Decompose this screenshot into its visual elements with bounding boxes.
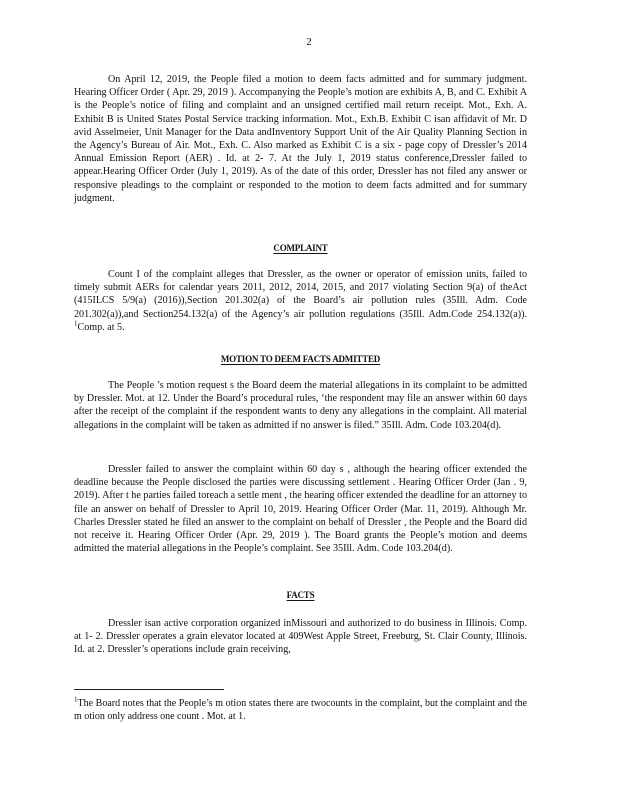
paragraph-complaint-citation: Comp. at 5. (77, 321, 125, 333)
heading-motion-to-deem-facts-admitted (74, 353, 527, 366)
footnote-divider (74, 689, 224, 690)
paragraph-complaint (74, 268, 527, 334)
paragraph-failure-to-answer: Dressler failed to answer the complaint within 60 day s , although the hearing officer extended the deadline because the People disclosed the parties were discussing settlement . Hearing Officer Order (Jan . 9, 2019). After t he parties failed toreach a settle ment , the hearing officer extended the deadline for an attorney to file an answer on behalf of Dressler to April 10, 2019. Hearing Officer Order (Mar. 11, 2019). Although Mr. Charles Dressler stated he filed an answer to the complaint on behalf of Dressler , the People and the Board did not receive it. Hearing Officer Order (Apr. 29, 2019 ). The Board grants the People’s motion and deems admitted the material allegations in the People’s complaint. See 35Ill. Adm. Code 103.204(d). (74, 464, 527, 555)
footnote-marker: 1 (74, 695, 78, 704)
footnote (74, 697, 527, 723)
paragraph-motion: The People ’s motion request s the Board deem the material allegations in its complaint to be admitted by Dressler. Mot. at 12. Under the Board’s procedural rules, ‘the respondent may file an answer within 60 days after the receipt of the complaint if the respondent wants to deny any allegations in the complaint. All material allegations in the complaint will be taken as admitted if no answer is filed.” 35Ill. Adm. Code 103.204(d). (74, 380, 527, 431)
heading-complaint-text: COMPLAINT (273, 243, 328, 253)
heading-motion-text: MOTION TO DEEM FACTS ADMITTED (220, 354, 381, 364)
paragraph-complaint-text: Count I of the complaint alleges that Dressler, as the owner or operator of emission units, failed to timely submit AERs for calendar years 2011, 2012, 2014, 2015, and 2017 violating Section 9(a) of theAct (415ILCS 5/9(a) (2016)),Section 201.302(a) of the Board’s air pollution rules (35Ill. Adm. Code 201.302(a)),and Section254.132(a) of the Agency’s air pollution regulations (35Ill. Adm.Code 254.132(a)). (74, 269, 527, 320)
paragraph-facts: Dressler isan active corporation organized inMissouri and authorized to do business in Illinois. Comp. at 1- 2. Dressler operates a grain elevator located at 409West Apple Street, Freeburg, St. Clair County, Illinois. Id. at 2. Dressler’s operations include grain receiving, (74, 618, 527, 656)
heading-facts (74, 589, 527, 602)
paragraph-procedural-history: On April 12, 2019, the People filed a motion to deem facts admitted and for summary judgment. Hearing Officer Order ( Apr. 29, 2019 ). Accompanying the People’s motion are exhibits A, B, and C. Exhibit A is the People’s notice of filing and complaint and an unsigned certified mail return receipt. Mot., Exh. A. Exhibit B is United States Postal Service tracking information. Mot., Exh.B. Exhibit C isan affidavit of Mr. D avid Asselmeier, Unit Manager for the Data andInventory Support Unit of the Air Quality Planning Section in the Agency’s Bureau of Air. Mot., Exh. C. Also marked as Exhibit C is a six - page copy of Dressler’s 2014 Annual Emission Report (AER) . Id. at 2- 7. At the July 1, 2019 status conference,Dressler failed to appear.Hearing Officer Order (July 1, 2019). As of the date of this order, Dressler has not filed any answer or responsive pleadings to the complaint or responded to the motion to deem facts admitted and for summary judgment. (74, 74, 527, 204)
heading-complaint (74, 242, 527, 255)
heading-facts-text: FACTS (286, 590, 315, 600)
footnote-reference: 1 (74, 319, 78, 328)
footnote-text: The Board notes that the People’s m otion states there are twocounts in the complaint, but the complaint and the m otion only address one count . Mot. at 1. (74, 698, 527, 722)
page-number: 2 (306, 36, 312, 48)
